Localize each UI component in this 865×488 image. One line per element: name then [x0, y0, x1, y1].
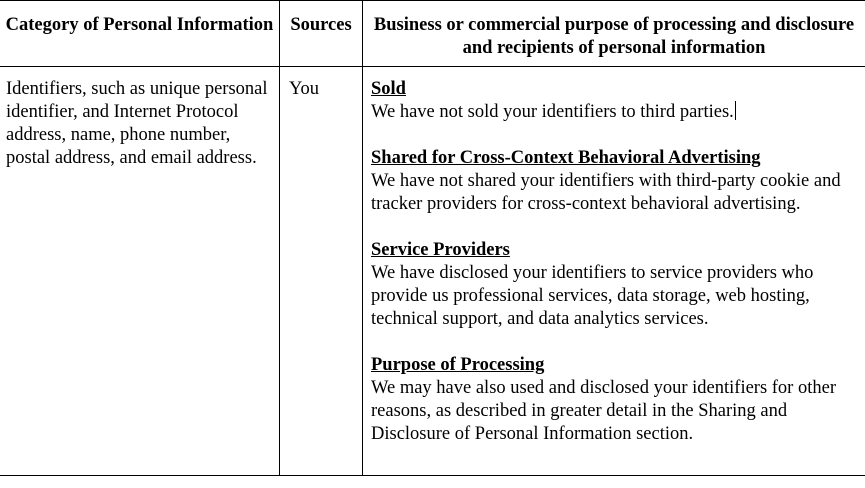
section-body-sold-text: We have not sold your identifiers to third parties. [371, 102, 734, 122]
section-purpose-of-processing [371, 354, 861, 446]
header-category: Category of Personal Information [5, 15, 274, 35]
cell-sources: You [289, 79, 320, 99]
column-divider-2 [362, 0, 363, 476]
section-title-shared: Shared for Cross-Context Behavioral Advertising [371, 148, 761, 168]
cell-purpose [371, 78, 861, 446]
section-title-service-providers: Service Providers [371, 240, 510, 260]
section-title-sold: Sold [371, 79, 406, 99]
section-shared [371, 147, 861, 216]
table-bottom-border [0, 475, 865, 476]
section-body-shared: We have not shared your identifiers with third-party cookie and tracker providers for cross-context behavioral advertising. [371, 171, 841, 214]
header-sources: Sources [290, 15, 352, 35]
section-body-sold[interactable] [371, 101, 861, 124]
section-body-service-providers: We have disclosed your identifiers to service providers who provide us professional services, data storage, web hosting, technical support, and data analytics services. [371, 263, 814, 329]
table-top-border [0, 0, 865, 1]
section-sold [371, 78, 861, 124]
text-cursor [735, 101, 736, 120]
header-divider [0, 66, 865, 67]
cell-category: Identifiers, such as unique personal identifier, and Internet Protocol address, name, phone number, postal address, and email address. [6, 79, 268, 168]
header-purpose: Business or commercial purpose of processing and disclosure and recipients of personal information [373, 15, 855, 58]
section-service-providers [371, 239, 861, 331]
column-divider-1 [279, 0, 280, 476]
section-body-purpose-of-processing: We may have also used and disclosed your identifiers for other reasons, as described in greater detail in the Sharing and Disclosure of Personal Information section. [371, 378, 836, 444]
section-title-purpose-of-processing: Purpose of Processing [371, 355, 545, 375]
